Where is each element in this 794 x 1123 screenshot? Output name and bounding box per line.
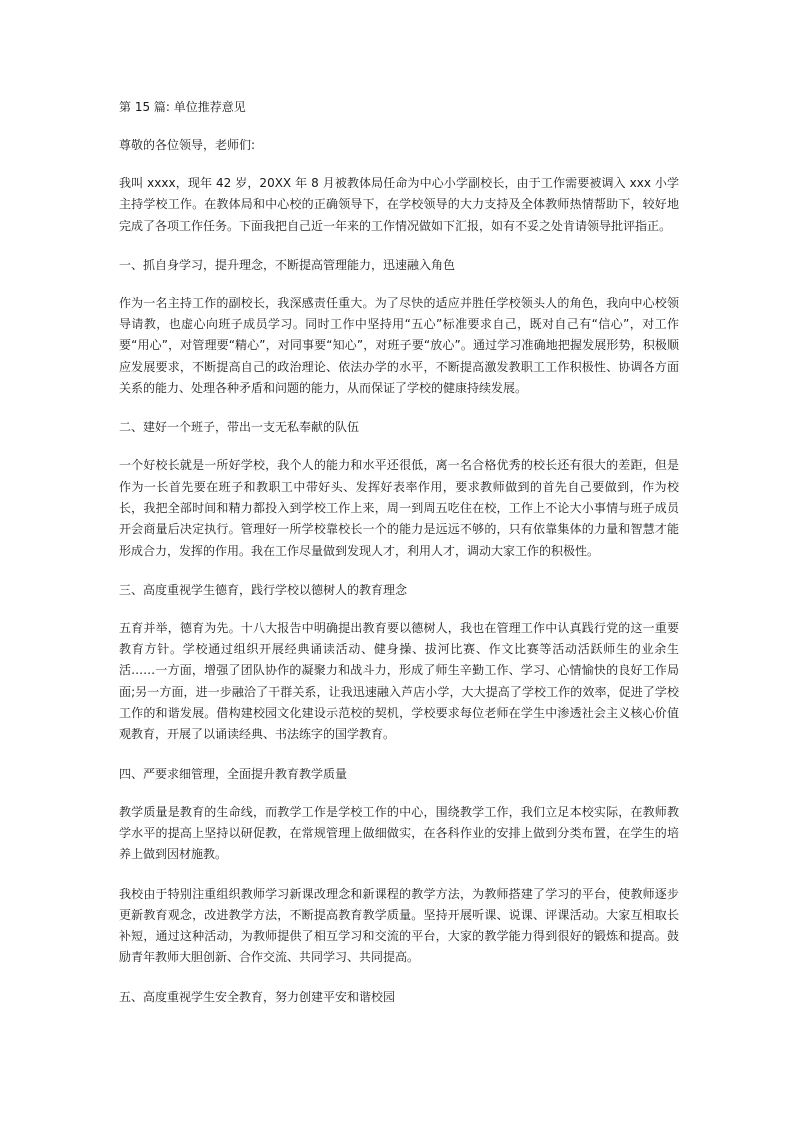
greeting: 尊敬的各位领导，老师们: bbox=[119, 138, 256, 152]
section-4-paragraph-1: 教学质量是教育的生命线，而教学工作是学校工作的中心，围绕教学工作，我们立足本校实际，在教师教学水平的提高上坚持以研促教，在常规管理上做细做实，在各科作业的安排上做到分类布置，在学生的培养上做到因材施教。 bbox=[119, 804, 679, 862]
section-1-paragraph: 作为一名主持工作的副校长，我深感责任重大。为了尽快的适应并胜任学校领头人的角色，我向中心校领导请教，也虚心向班子成员学习。同时工作中坚持用“五心”标准要求自己，既对自己有“信心”，对工作要“用心”，对管理要“精心”，对同事要“知心”，对班子要“放心”。通过学习准确地把握发展形势，积极顺应发展要求，不断提高自己的政治理论、依法办学的水平，不断提高激发教职工工作积极性、协调各方面关系的能力、处理各种矛盾和问题的能力，从而保证了学校的健康持续发展。 bbox=[119, 295, 679, 396]
section-2-paragraph: 一个好校长就是一所好学校，我个人的能力和水平还很低，离一名合格优秀的校长还有很大的差距，但是作为一长首先要在班子和教职工中带好头、发挥好表率作用，要求教师做到的首先自己要做到，作为校长，我把全部时间和精力都投入到学校工作上来，周一到周五吃住在校，工作上不论大小事情与班子成员开会商量后决定执行。管理好一所学校靠校长一个的能力是远远不够的，只有依靠集体的力量和智慧才能形成合力，发挥的作用。我在工作尽量做到发现人才，利用人才，调动大家工作的积极性。 bbox=[119, 458, 679, 558]
section-3-paragraph: 五育并举，德育为先。十八大报告中明确提出教育要以德树人，我也在管理工作中认真践行党的这一重要教育方针。学校通过组织开展经典诵读活动、健身操、拔河比赛、作文比赛等活动活跃师生的业余生活……一方面，增强了团队协作的凝聚力和战斗力，形成了师生辛勤工作、学习、心情愉快的良好工作局面;另一方面，进一步融洽了干群关系，让我迅速融入芦店小学，大大提高了学校工作的效率，促进了学校工作的和谐发展。借构建校园文化建设示范校的契机，学校要求每位老师在学生中渗透社会主义核心价值观教育，开展了以诵读经典、书法练字的国学教育。 bbox=[119, 620, 679, 742]
section-heading-2: 二、建好一个班子，带出一支无私奉献的队伍 bbox=[119, 420, 360, 435]
intro-paragraph: 我叫 xxxx，现年 42 岁，20XX 年 8 月被教体局任命为中心小学副校长，由于工作需要被调入 xxx 小学主持学校工作。在教体局和中心校的正确领导下，在学校领导的大力支持及全体教师热情帮助下，较好地完成了各项工作任务。下面我把自己近一年来的工作情况做如下汇报，如有不妥之处肯请领导批评指正。 bbox=[119, 176, 679, 233]
section-heading-1: 一、抓自身学习，提升理念，不断提高管理能力，迅速融入角色 bbox=[119, 257, 456, 272]
document-page bbox=[119, 97, 679, 1025]
section-heading-4: 四、严要求细管理，全面提升教育教学质量 bbox=[119, 766, 348, 781]
section-4-paragraph-2: 我校由于特别注重组织教师学习新课改理念和新课程的教学方法，为教师搭建了学习的平台，使教师逐步更新教育观念，改进教学方法，不断提高教育教学质量。坚持开展听课、说课、评课活动。大家互相取长补短，通过这种活动，为教师提供了相互学习和交流的平台，大家的教学能力得到很好的锻炼和提高。鼓励青年教师大胆创新、合作交流、共同学习、共同提高。 bbox=[119, 886, 679, 965]
section-heading-5: 五、高度重视学生安全教育，努力创建平安和谐校园 bbox=[119, 989, 396, 1004]
section-heading-3: 三、高度重视学生德育，践行学校以德树人的教育理念 bbox=[119, 582, 408, 597]
document-title: 第 15 篇: 单位推荐意见 bbox=[119, 100, 246, 114]
